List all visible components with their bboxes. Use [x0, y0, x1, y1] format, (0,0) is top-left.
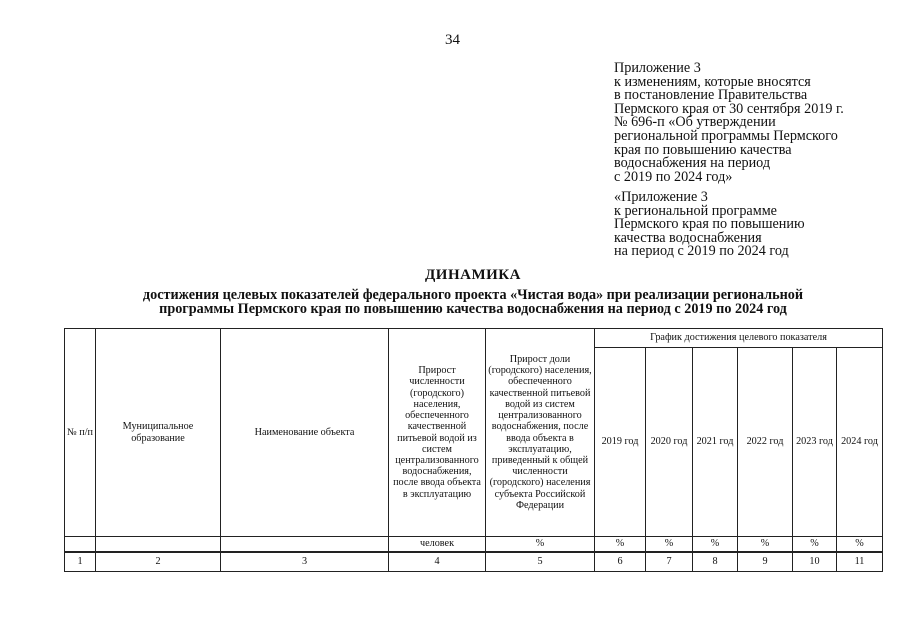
header-year: 2020 год: [646, 348, 693, 537]
column-number: 9: [738, 552, 793, 572]
appendix-note-line: к изменениям, которые вносятся: [614, 73, 811, 90]
appendix-note-line: Приложение 3: [614, 60, 701, 76]
appendix-note-line: Пермского края от 30 сентября 2019 г.: [614, 100, 844, 117]
document-title: ДИНАМИКА: [424, 267, 522, 283]
column-number: 1: [65, 552, 96, 572]
column-number: 5: [486, 552, 595, 572]
program-appendix-line: Пермского края по повышению: [614, 216, 805, 233]
header-schedule: График достижения целевого показателя: [595, 329, 883, 348]
unit-cell: человек: [389, 537, 486, 553]
unit-cell: %: [693, 537, 738, 553]
appendix-note-line: в постановление Правительства: [614, 87, 808, 104]
subtitle-line: достижения целевых показателей федерального проекта «Чистая вода» при реализации региональной: [142, 287, 804, 303]
header-year: 2022 год: [738, 348, 793, 537]
program-appendix-line: качества водоснабжения: [614, 229, 762, 246]
program-appendix: [614, 191, 884, 259]
program-appendix-line: «Приложение 3: [614, 189, 708, 205]
column-number: 8: [693, 552, 738, 572]
column-number: 6: [595, 552, 646, 572]
appendix-note-line: региональной программы Пермского: [614, 127, 838, 144]
header-year: 2021 год: [693, 348, 738, 537]
header-num: № п/п: [65, 329, 96, 537]
unit-cell: %: [646, 537, 693, 553]
unit-cell: [65, 537, 96, 553]
header-object-name: Наименование объекта: [221, 329, 389, 537]
column-number: 2: [96, 552, 221, 572]
unit-cell: %: [595, 537, 646, 553]
subtitle-line: программы Пермского края по повышению качества водоснабжения на период с 2019 по 2024 год: [159, 301, 787, 317]
unit-cell: %: [793, 537, 837, 553]
header-year: 2023 год: [793, 348, 837, 537]
page-number: 34: [445, 32, 460, 48]
header-year: 2024 год: [837, 348, 883, 537]
unit-cell: %: [486, 537, 595, 553]
appendix-note-line: с 2019 по 2024 год»: [614, 168, 733, 185]
unit-cell: [221, 537, 389, 553]
header-share-growth: Прирост доли (городского) населения, обеспеченного качественной питьевой водой из систем централизованного водоснабжения, после ввода объекта в эксплуатацию, приведенный к общей численности (городского) населения субъекта Российской Федерации: [486, 329, 595, 537]
appendix-note-line: водоснабжения на период: [614, 155, 771, 172]
appendix-note-line: № 696-п «Об утверждении: [614, 114, 776, 131]
column-number: 11: [837, 552, 883, 572]
header-year: 2019 год: [595, 348, 646, 537]
unit-cell: %: [837, 537, 883, 553]
program-appendix-line: к региональной программе: [614, 202, 777, 219]
appendix-note-line: края по повышению качества: [614, 141, 792, 158]
header-municipality: Муниципальное образование: [96, 329, 221, 537]
column-number: 10: [793, 552, 837, 572]
column-number: 3: [221, 552, 389, 572]
program-appendix-line: на период с 2019 по 2024 год: [614, 243, 789, 260]
column-number: 7: [646, 552, 693, 572]
column-number: 4: [389, 552, 486, 572]
document-subtitle: [40, 288, 905, 316]
unit-cell: %: [738, 537, 793, 553]
unit-cell: [96, 537, 221, 553]
appendix-note: [614, 62, 884, 184]
indicators-table: [64, 328, 883, 572]
header-population-growth: Прирост численности (городского) населения, обеспеченного качественной питьевой водой из систем централизованного водоснабжения, после ввода объекта в эксплуатацию: [389, 329, 486, 537]
